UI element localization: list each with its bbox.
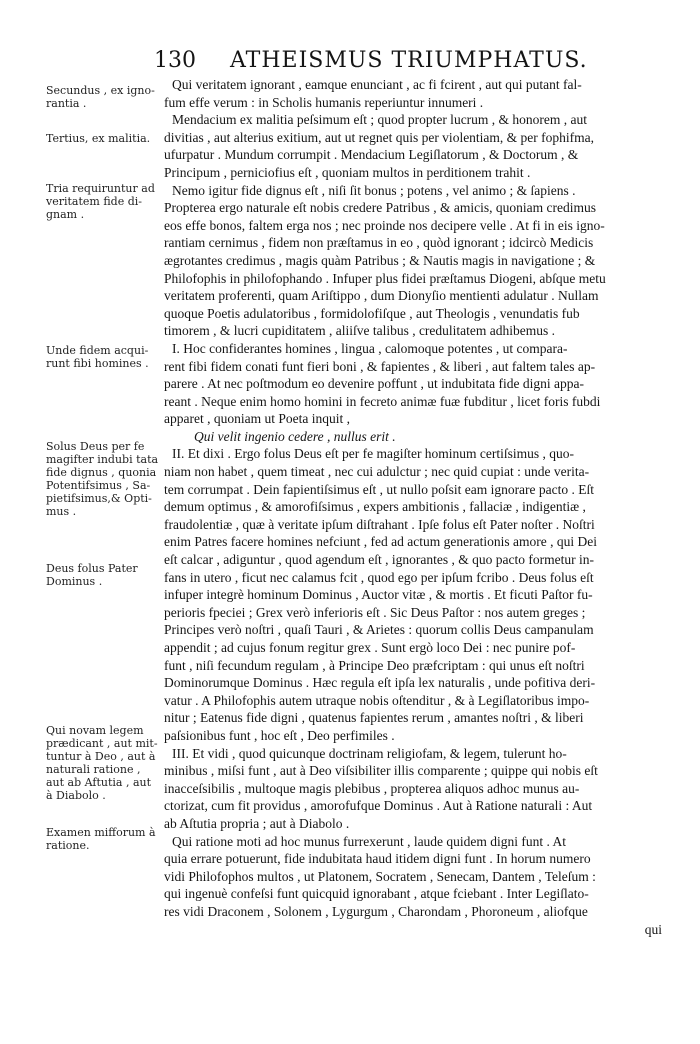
margin-note-line: Unde fidem acqui-	[46, 344, 149, 357]
margin-note-line: ratione.	[46, 839, 90, 852]
margin-note-line: magifter indubi tata	[46, 453, 159, 466]
text-line: Philofophis in philofophando . Infuper plus fidei præſtamus Diogeni, abſque metu	[164, 270, 606, 286]
margin-note-line: veritatem fide di-	[46, 195, 142, 208]
text-line: demum optimus , & amorofiſsimus , expers ambitionis , fallaciæ , indigentiæ ,	[164, 499, 586, 515]
margin-note-line: Dominus .	[46, 575, 103, 588]
text-line: eos effe bonos, faltem erga nos ; nec proinde nos decipere velle . At fi in eis igno-	[164, 217, 605, 233]
margin-note-1	[46, 84, 162, 110]
margin-note-2	[46, 132, 162, 145]
text-line: paſsionibus funt , hoc eſt , Deo perfimiles .	[164, 727, 395, 743]
text-line: ufurpatur . Mundum corrumpit . Mendacium Legiſlatorum , & Doctorum , &	[164, 147, 579, 163]
text-line: parere . At nec poſtmodum eo devenire poffunt , ut indubitata fide digni appa-	[164, 376, 585, 392]
catchword: qui	[644, 921, 662, 937]
margin-note-line: Tria requiruntur ad	[46, 182, 155, 195]
margin-note-line: Solus Deus per fe	[46, 440, 145, 453]
text-line: appendit ; ad cujus fonum regitur grex . Sunt ergò loco Dei : nec punire pof-	[164, 640, 576, 655]
text-line: Mendacium ex malitia peſsimum eſt ; quod propter lucrum , & honorem , aut	[172, 112, 588, 128]
text-line: funt , niſi fecundum regulam , à Principe Deo præfcriptam : qui unus eſt noſtri	[164, 657, 585, 673]
margin-note-line: Secundus , ex ignο-	[46, 84, 155, 97]
text-line: II. Et dixi . Ergo folus Deus eſt per fe magiſter hominum certiſsimus , quo-	[172, 446, 575, 462]
margin-note-line: à Diabolo .	[46, 789, 106, 802]
margin-note-line: aut ab Aftutia , aut	[46, 776, 152, 789]
margin-note-line: naturali ratione ,	[46, 763, 141, 776]
margin-note-line: Qui novam legem	[46, 724, 144, 737]
text-line: fraudolentiæ , quæ à veritate ipſum diſtrahant . Ipſe folus eſt Pater noſter . Noſtri	[164, 516, 595, 532]
text-line: nitur ; Eatenus fide digni , quatenus fapientes rerum , amantes noſtri , & liberi	[164, 710, 584, 726]
text-line: infuper integrè hominum Dominus , Auctor vitæ , & mortis . Et ficuti Paſtor fu-	[164, 587, 593, 603]
text-line: I. Hoc confiderantes homines , lingua , calomoque potentes , ut compara-	[172, 340, 568, 356]
margin-note-4	[46, 344, 162, 370]
margin-note-line: gnam .	[46, 208, 85, 221]
text-line: Qui veritatem ignorant , eamque enunciant , ac fi fcirent , aut qui putant fal-	[172, 77, 582, 92]
text-line: perioris fpeciei ; Grex verò inferioris eſt . Sic Deus Paſtor : nos autem greges ;	[164, 604, 586, 620]
text-line: eſt calcar , adiguntur , quod agendum eſt , ignorantes , & quo pacto formetur in-	[164, 552, 594, 568]
text-line: vatur . A Philofophis autem utraque nobis oſtenditur , & à Legiſlatoribus impo-	[164, 692, 590, 708]
margin-note-line: pietifsimus,& Opti-	[46, 492, 152, 505]
text-line: Principum , perniciofius eſt , quoniam multos in perditionem trahit .	[164, 164, 531, 180]
text-line: apparet , quoniam ut Poeta inquit ,	[164, 411, 350, 427]
text-line: res vidi Draconem , Solonem , Lygurgum , Charondam , Phoroneum , aliofque	[164, 903, 588, 919]
margin-note-line: Potentifsimus , Sa-	[46, 479, 151, 492]
page-header	[154, 48, 674, 76]
text-line: reant . Neque enim homo homini in fecreto animæ fuæ fubditur , licet foris fubdi	[164, 393, 601, 409]
text-line: ab Aſtutia propria ; aut à Diabolo .	[164, 815, 350, 831]
margin-note-line: Tertius, ex malitia.	[46, 132, 151, 145]
text-line: Dominorumque Dominus . Hæc regula eſt ipſa lex naturalis , unde pofitiva deri-	[164, 675, 596, 691]
text-line: qui ingenuè confeſsi funt quicquid ignorabant , atque fciebant . Inter Legiſlato-	[164, 886, 589, 902]
margin-note-5	[46, 440, 162, 518]
margin-note-7	[46, 724, 162, 802]
text-line: ctorizat, cum fit providus , amorofufque Dominus . Aut à Ratione naturali : Aut	[164, 798, 593, 814]
text-line: quoque Poetis adulatoribus , formidolofiſque , aut Theologis , venundatis fub	[164, 305, 580, 321]
text-line: Qui ratione moti ad hoc munus furrexerunt , laude quidem digni funt . At	[172, 833, 567, 849]
main-text	[164, 76, 682, 938]
margin-note-line: mus .	[46, 505, 77, 518]
margin-note-line: Deus folus Pater	[46, 562, 138, 575]
text-line: rantiam cernimus , fidem non præſtamus in eo , quòd ignorant ; idcircò Medicis	[164, 235, 594, 251]
text-line: enim Patres facere homines nefciunt , fed ad actum generationis amore , qui Dei	[164, 534, 597, 550]
text-line: tem corrumpat . Dein fapientiſsimus eſt , ut nullo poſsit eam ignorare pacto . Eſt	[164, 481, 595, 497]
running-title: ATHEISMUS TRIUMPHATUS.	[230, 48, 588, 73]
page-number: 130	[154, 48, 196, 73]
margin-note-line: Examen mifforum à	[46, 826, 156, 839]
text-line: divitias , aut alterius exitium, aut ut regnet quis per violentiam, & per fophifma,	[164, 129, 595, 145]
text-line: fum effe verum : in Scholis humanis reperiuntur innumeri .	[164, 94, 484, 110]
margin-note-3	[46, 182, 162, 221]
text-line: niam non habet , quem timeat , nec cui adulctur ; nec quid cupiat : unde verita-	[164, 464, 590, 480]
text-line: minibus , miſsi funt , aut à Deo viſsibiliter illis comparente ; quippe qui nobis eſt	[164, 763, 598, 779]
text-line: veritatem proferenti, quam Ariſtippo , dum Dionyſio mentienti adulatur . Nullam	[164, 288, 599, 304]
text-line: rent fibi fidem conati funt fieri boni , & fapientes , & liberi , aut faltem tales ap-	[164, 358, 596, 374]
margin-note-line: runt fibi homines .	[46, 357, 149, 370]
text-line: III. Et vidi , quod quicunque doctrinam religiofam, & legem, tulerunt ho-	[172, 745, 567, 761]
margin-note-line: fide dignus , quonia	[46, 466, 157, 479]
text-line: ægrotantes credimus , magis quàm Patribus ; & Nautis magis in navigatione ; &	[164, 252, 596, 268]
text-line: vidi Philofophos multos , ut Platonem, Socratem , Senecam, Dantem , Teleſum :	[164, 868, 596, 884]
text-line: quia errare potuerunt, fide indubitata haud itidem digni funt . In horum numero	[164, 851, 591, 867]
text-line: inacceſsibilis , multoque magis plebibus , propterea aliquos adhoc munus au-	[164, 780, 580, 796]
verse-quote: Qui velit ingenio cedere , nullus erit .	[194, 428, 396, 444]
text-line: fans in utero , ficut nec calamus fcit , quod ego per ipſum fcribo . Deus folus eſt	[164, 569, 594, 585]
text-line: Principes verò noſtri , quaſi Tauri , & Arietes : quorum collis Deus campanulam	[164, 622, 594, 638]
margin-note-8	[46, 826, 162, 852]
text-line: Propterea ergo naturale eſt nobis credere Patribus , & amicis, quoniam credimus	[164, 200, 596, 216]
margin-note-6	[46, 562, 162, 588]
margin-note-line: tuntur à Deo , aut à	[46, 750, 156, 763]
margin-note-line: prædicant , aut mit-	[46, 737, 158, 750]
text-line: timorem , & lucri cupiditatem , aliiſve talibus , credulitatem adhibemus .	[164, 323, 556, 339]
margin-note-line: rantia .	[46, 97, 87, 110]
text-line: Nemo igitur fide dignus eſt , niſi ſit bonus ; potens , vel animo ; & ſapiens .	[172, 182, 576, 198]
